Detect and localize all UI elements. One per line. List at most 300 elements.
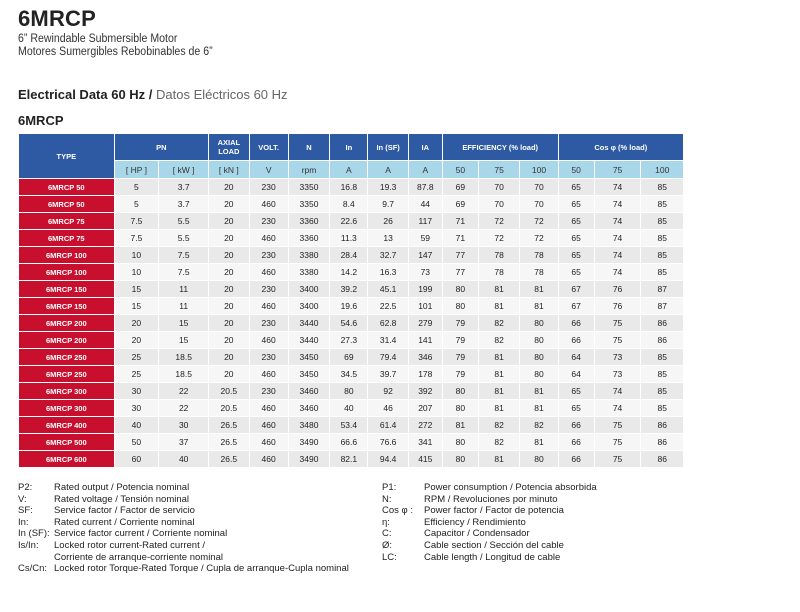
table-row — [19, 281, 684, 298]
model-label: 6MRCP — [18, 113, 64, 128]
value-cell: 230 — [249, 247, 288, 264]
header-in-sf: In (SF) — [368, 134, 408, 161]
value-cell: 70 — [478, 179, 519, 196]
table-row — [19, 383, 684, 400]
value-cell: 460 — [249, 230, 288, 247]
value-cell: 81 — [478, 383, 519, 400]
value-cell: 34.5 — [330, 366, 368, 383]
legend-item — [18, 494, 349, 506]
value-cell: 20 — [209, 230, 249, 247]
value-cell: 59 — [408, 230, 442, 247]
value-cell: 44 — [408, 196, 442, 213]
value-cell: 73 — [594, 349, 641, 366]
legend-left — [18, 482, 349, 575]
value-cell: 27.3 — [330, 332, 368, 349]
value-cell: 81 — [520, 400, 558, 417]
legend-text: Cable length / Longitud de cable — [424, 551, 561, 563]
value-cell: 79 — [442, 366, 478, 383]
legend-right — [382, 482, 597, 563]
unit-cell: 75 — [594, 161, 641, 179]
type-cell: 6MRCP 75 — [19, 213, 115, 230]
value-cell: 64 — [558, 349, 594, 366]
type-cell: 6MRCP 600 — [19, 451, 115, 468]
section-title-english: Electrical Data 60 Hz — [18, 87, 146, 102]
unit-cell: 75 — [478, 161, 519, 179]
legend-item — [18, 552, 349, 564]
value-cell: 81 — [478, 281, 519, 298]
value-cell: 74 — [594, 383, 641, 400]
value-cell: 392 — [408, 383, 442, 400]
value-cell: 82 — [520, 417, 558, 434]
legend-text: Rated current / Corriente nominal — [54, 516, 195, 528]
value-cell: 71 — [442, 213, 478, 230]
value-cell: 81 — [442, 417, 478, 434]
value-cell: 71 — [442, 230, 478, 247]
value-cell: 76.6 — [368, 434, 408, 451]
subtitle-english: 6” Rewindable Submersible Motor — [18, 33, 178, 45]
value-cell: 230 — [249, 179, 288, 196]
legend-text: Capacitor / Condensador — [424, 528, 530, 540]
value-cell: 18.5 — [159, 349, 209, 366]
value-cell: 66 — [558, 451, 594, 468]
value-cell: 86 — [641, 332, 684, 349]
value-cell: 40 — [159, 451, 209, 468]
value-cell: 85 — [641, 349, 684, 366]
legend-item — [382, 528, 597, 540]
value-cell: 92 — [368, 383, 408, 400]
value-cell: 79.4 — [368, 349, 408, 366]
value-cell: 15 — [114, 281, 159, 298]
legend-item — [18, 505, 349, 517]
value-cell: 70 — [520, 179, 558, 196]
value-cell: 69 — [442, 196, 478, 213]
value-cell: 78 — [520, 264, 558, 281]
table-body — [19, 179, 684, 468]
section-title — [18, 87, 288, 102]
value-cell: 460 — [249, 298, 288, 315]
value-cell: 80 — [442, 281, 478, 298]
value-cell: 74 — [594, 230, 641, 247]
value-cell: 61.4 — [368, 417, 408, 434]
value-cell: 20 — [209, 315, 249, 332]
legend-key: N: — [382, 493, 392, 505]
unit-cell: [ kW ] — [159, 161, 209, 179]
legend-text: Service factor / Factor de servicio — [54, 505, 195, 517]
header-axial-load: AXIAL LOAD — [209, 134, 249, 161]
legend-key: P1: — [382, 482, 397, 493]
value-cell: 80 — [442, 298, 478, 315]
value-cell: 3.7 — [159, 196, 209, 213]
value-cell: 460 — [249, 366, 288, 383]
value-cell: 65 — [558, 213, 594, 230]
value-cell: 460 — [249, 417, 288, 434]
table-row — [19, 196, 684, 213]
value-cell: 20 — [209, 264, 249, 281]
value-cell: 460 — [249, 434, 288, 451]
unit-cell: 100 — [520, 161, 558, 179]
legend-item — [18, 482, 349, 494]
table-row — [19, 179, 684, 196]
table-row — [19, 332, 684, 349]
value-cell: 40 — [330, 400, 368, 417]
type-cell: 6MRCP 300 — [19, 383, 115, 400]
value-cell: 81 — [520, 281, 558, 298]
table-row — [19, 213, 684, 230]
value-cell: 73 — [408, 264, 442, 281]
value-cell: 75 — [594, 434, 641, 451]
type-cell: 6MRCP 200 — [19, 315, 115, 332]
value-cell: 85 — [641, 196, 684, 213]
table-row — [19, 247, 684, 264]
value-cell: 81 — [520, 383, 558, 400]
value-cell: 20.5 — [209, 383, 249, 400]
value-cell: 415 — [408, 451, 442, 468]
value-cell: 32.7 — [368, 247, 408, 264]
value-cell: 86 — [641, 315, 684, 332]
type-cell: 6MRCP 200 — [19, 332, 115, 349]
value-cell: 72 — [520, 230, 558, 247]
value-cell: 75 — [594, 332, 641, 349]
value-cell: 199 — [408, 281, 442, 298]
value-cell: 69 — [330, 349, 368, 366]
value-cell: 37 — [159, 434, 209, 451]
value-cell: 87.8 — [408, 179, 442, 196]
value-cell: 5.5 — [159, 230, 209, 247]
value-cell: 3450 — [288, 366, 329, 383]
legend-item — [382, 517, 597, 529]
value-cell: 279 — [408, 315, 442, 332]
section-title-separator: / — [145, 87, 157, 102]
header-cos-phi: Cos φ (% load) — [558, 134, 683, 161]
value-cell: 39.2 — [330, 281, 368, 298]
value-cell: 86 — [641, 451, 684, 468]
value-cell: 80 — [520, 366, 558, 383]
value-cell: 80 — [442, 383, 478, 400]
value-cell: 3440 — [288, 332, 329, 349]
value-cell: 3450 — [288, 349, 329, 366]
value-cell: 7.5 — [159, 247, 209, 264]
value-cell: 65 — [558, 264, 594, 281]
value-cell: 460 — [249, 196, 288, 213]
legend-text: Rated output / Potencia nominal — [54, 482, 190, 493]
value-cell: 19.6 — [330, 298, 368, 315]
value-cell: 3400 — [288, 298, 329, 315]
legend-key: LC: — [382, 551, 397, 563]
unit-cell: A — [368, 161, 408, 179]
value-cell: 62.8 — [368, 315, 408, 332]
value-cell: 78 — [478, 247, 519, 264]
unit-cell: [ HP ] — [114, 161, 159, 179]
table-row — [19, 349, 684, 366]
value-cell: 86 — [641, 417, 684, 434]
value-cell: 66.6 — [330, 434, 368, 451]
value-cell: 82 — [478, 417, 519, 434]
legend-key: In: — [18, 516, 29, 528]
type-cell: 6MRCP 400 — [19, 417, 115, 434]
value-cell: 79 — [442, 332, 478, 349]
value-cell: 80 — [442, 451, 478, 468]
value-cell: 11.3 — [330, 230, 368, 247]
value-cell: 79 — [442, 349, 478, 366]
value-cell: 26.5 — [209, 434, 249, 451]
value-cell: 15 — [159, 332, 209, 349]
legend-item — [18, 563, 349, 575]
legend-text: Power factor / Factor de potencia — [424, 505, 564, 517]
legend-text: Rated voltage / Tensión nominal — [54, 493, 190, 505]
value-cell: 3460 — [288, 400, 329, 417]
value-cell: 85 — [641, 383, 684, 400]
electrical-data-table — [18, 133, 684, 468]
type-cell: 6MRCP 300 — [19, 400, 115, 417]
value-cell: 8.4 — [330, 196, 368, 213]
legend-key: Is/In: — [18, 539, 39, 551]
legend-key: V: — [18, 493, 27, 505]
value-cell: 22.5 — [368, 298, 408, 315]
unit-cell: A — [408, 161, 442, 179]
value-cell: 76 — [594, 281, 641, 298]
value-cell: 65 — [558, 230, 594, 247]
value-cell: 72 — [520, 213, 558, 230]
value-cell: 74 — [594, 213, 641, 230]
legend-text: Cable section / Sección del cable — [424, 539, 564, 551]
value-cell: 74 — [594, 264, 641, 281]
value-cell: 67 — [558, 281, 594, 298]
value-cell: 13 — [368, 230, 408, 247]
value-cell: 3440 — [288, 315, 329, 332]
value-cell: 60 — [114, 451, 159, 468]
value-cell: 65 — [558, 179, 594, 196]
table-row — [19, 434, 684, 451]
value-cell: 80 — [520, 332, 558, 349]
value-cell: 94.4 — [368, 451, 408, 468]
value-cell: 20 — [209, 298, 249, 315]
value-cell: 25 — [114, 349, 159, 366]
value-cell: 15 — [114, 298, 159, 315]
value-cell: 3360 — [288, 213, 329, 230]
value-cell: 75 — [594, 451, 641, 468]
legend-item — [382, 505, 597, 517]
legend-text: Corriente de arranque-corriente nominal — [54, 551, 223, 563]
value-cell: 3.7 — [159, 179, 209, 196]
value-cell: 22.6 — [330, 213, 368, 230]
value-cell: 81 — [478, 400, 519, 417]
value-cell: 5 — [114, 179, 159, 196]
value-cell: 20 — [209, 196, 249, 213]
value-cell: 3460 — [288, 383, 329, 400]
value-cell: 7.5 — [159, 264, 209, 281]
value-cell: 230 — [249, 383, 288, 400]
legend-key: P2: — [18, 482, 33, 493]
value-cell: 67 — [558, 298, 594, 315]
value-cell: 78 — [478, 264, 519, 281]
value-cell: 72 — [478, 230, 519, 247]
legend-key: SF: — [18, 505, 33, 517]
value-cell: 72 — [478, 213, 519, 230]
value-cell: 460 — [249, 264, 288, 281]
value-cell: 30 — [114, 400, 159, 417]
value-cell: 81 — [478, 298, 519, 315]
value-cell: 85 — [641, 264, 684, 281]
value-cell: 85 — [641, 400, 684, 417]
unit-cell: 50 — [558, 161, 594, 179]
value-cell: 74 — [594, 196, 641, 213]
value-cell: 26 — [368, 213, 408, 230]
value-cell: 66 — [558, 315, 594, 332]
legend-text: Power consumption / Potencia absorbida — [424, 482, 597, 493]
value-cell: 230 — [249, 349, 288, 366]
type-cell: 6MRCP 50 — [19, 196, 115, 213]
value-cell: 81 — [520, 434, 558, 451]
value-cell: 66 — [558, 434, 594, 451]
value-cell: 20.5 — [209, 400, 249, 417]
value-cell: 76 — [594, 298, 641, 315]
type-cell: 6MRCP 150 — [19, 298, 115, 315]
legend-item — [18, 528, 349, 540]
legend-key: η: — [382, 516, 390, 528]
value-cell: 85 — [641, 213, 684, 230]
value-cell: 3350 — [288, 179, 329, 196]
legend-key: C: — [382, 528, 392, 540]
header-pn: PN — [114, 134, 209, 161]
value-cell: 19.3 — [368, 179, 408, 196]
value-cell: 147 — [408, 247, 442, 264]
value-cell: 3400 — [288, 281, 329, 298]
value-cell: 85 — [641, 247, 684, 264]
value-cell: 230 — [249, 315, 288, 332]
table-row — [19, 315, 684, 332]
legend-key: Cos φ : — [382, 505, 413, 517]
value-cell: 80 — [520, 315, 558, 332]
type-cell: 6MRCP 50 — [19, 179, 115, 196]
value-cell: 70 — [478, 196, 519, 213]
value-cell: 65 — [558, 247, 594, 264]
value-cell: 3480 — [288, 417, 329, 434]
unit-cell: [ kN ] — [209, 161, 249, 179]
value-cell: 82 — [478, 434, 519, 451]
value-cell: 117 — [408, 213, 442, 230]
value-cell: 20 — [209, 213, 249, 230]
value-cell: 78 — [520, 247, 558, 264]
value-cell: 3380 — [288, 264, 329, 281]
value-cell: 54.6 — [330, 315, 368, 332]
value-cell: 74 — [594, 179, 641, 196]
type-cell: 6MRCP 250 — [19, 349, 115, 366]
value-cell: 75 — [594, 315, 641, 332]
value-cell: 460 — [249, 332, 288, 349]
value-cell: 82 — [478, 332, 519, 349]
legend-text: Efficiency / Rendimiento — [424, 516, 526, 528]
value-cell: 64 — [558, 366, 594, 383]
value-cell: 75 — [594, 417, 641, 434]
legend-text: Locked rotor current-Rated current / — [54, 539, 206, 551]
value-cell: 22 — [159, 383, 209, 400]
value-cell: 101 — [408, 298, 442, 315]
value-cell: 5.5 — [159, 213, 209, 230]
header-volt: VOLT. — [249, 134, 288, 161]
value-cell: 20 — [209, 349, 249, 366]
value-cell: 14.2 — [330, 264, 368, 281]
header-ia: IA — [408, 134, 442, 161]
value-cell: 80 — [442, 434, 478, 451]
value-cell: 69 — [442, 179, 478, 196]
value-cell: 80 — [520, 349, 558, 366]
type-cell: 6MRCP 75 — [19, 230, 115, 247]
value-cell: 141 — [408, 332, 442, 349]
value-cell: 65 — [558, 400, 594, 417]
type-cell: 6MRCP 500 — [19, 434, 115, 451]
value-cell: 230 — [249, 281, 288, 298]
legend-key: In (SF): — [18, 528, 50, 540]
type-cell: 6MRCP 250 — [19, 366, 115, 383]
table-row — [19, 417, 684, 434]
value-cell: 66 — [558, 332, 594, 349]
value-cell: 5 — [114, 196, 159, 213]
value-cell: 45.1 — [368, 281, 408, 298]
legend-item — [18, 517, 349, 529]
value-cell: 74 — [594, 400, 641, 417]
legend-item — [382, 540, 597, 552]
value-cell: 460 — [249, 451, 288, 468]
unit-cell: rpm — [288, 161, 329, 179]
value-cell: 66 — [558, 417, 594, 434]
unit-cell: 100 — [641, 161, 684, 179]
value-cell: 30 — [159, 417, 209, 434]
legend-item — [382, 494, 597, 506]
value-cell: 85 — [641, 366, 684, 383]
value-cell: 85 — [641, 179, 684, 196]
value-cell: 81 — [520, 298, 558, 315]
value-cell: 81 — [478, 349, 519, 366]
value-cell: 81 — [478, 366, 519, 383]
value-cell: 87 — [641, 281, 684, 298]
value-cell: 82 — [478, 315, 519, 332]
value-cell: 31.4 — [368, 332, 408, 349]
value-cell: 11 — [159, 281, 209, 298]
value-cell: 79 — [442, 315, 478, 332]
table-row — [19, 230, 684, 247]
value-cell: 15 — [159, 315, 209, 332]
value-cell: 77 — [442, 247, 478, 264]
header-n: N — [288, 134, 329, 161]
value-cell: 20 — [209, 247, 249, 264]
page-title: 6MRCP — [18, 6, 97, 31]
value-cell: 20 — [209, 332, 249, 349]
value-cell: 81 — [478, 451, 519, 468]
unit-cell: 50 — [442, 161, 478, 179]
value-cell: 22 — [159, 400, 209, 417]
value-cell: 16.3 — [368, 264, 408, 281]
value-cell: 460 — [249, 400, 288, 417]
value-cell: 82.1 — [330, 451, 368, 468]
value-cell: 10 — [114, 247, 159, 264]
value-cell: 87 — [641, 298, 684, 315]
legend-item — [382, 482, 597, 494]
unit-cell: V — [249, 161, 288, 179]
legend-item — [382, 552, 597, 564]
header-efficiency: EFFICIENCY (% load) — [442, 134, 558, 161]
value-cell: 20 — [209, 179, 249, 196]
unit-row — [19, 161, 684, 179]
legend-key: Ø: — [382, 539, 393, 551]
table-row — [19, 366, 684, 383]
table-row — [19, 400, 684, 417]
value-cell: 77 — [442, 264, 478, 281]
value-cell: 20 — [209, 281, 249, 298]
type-cell: 6MRCP 100 — [19, 247, 115, 264]
value-cell: 26.5 — [209, 417, 249, 434]
value-cell: 40 — [114, 417, 159, 434]
value-cell: 207 — [408, 400, 442, 417]
